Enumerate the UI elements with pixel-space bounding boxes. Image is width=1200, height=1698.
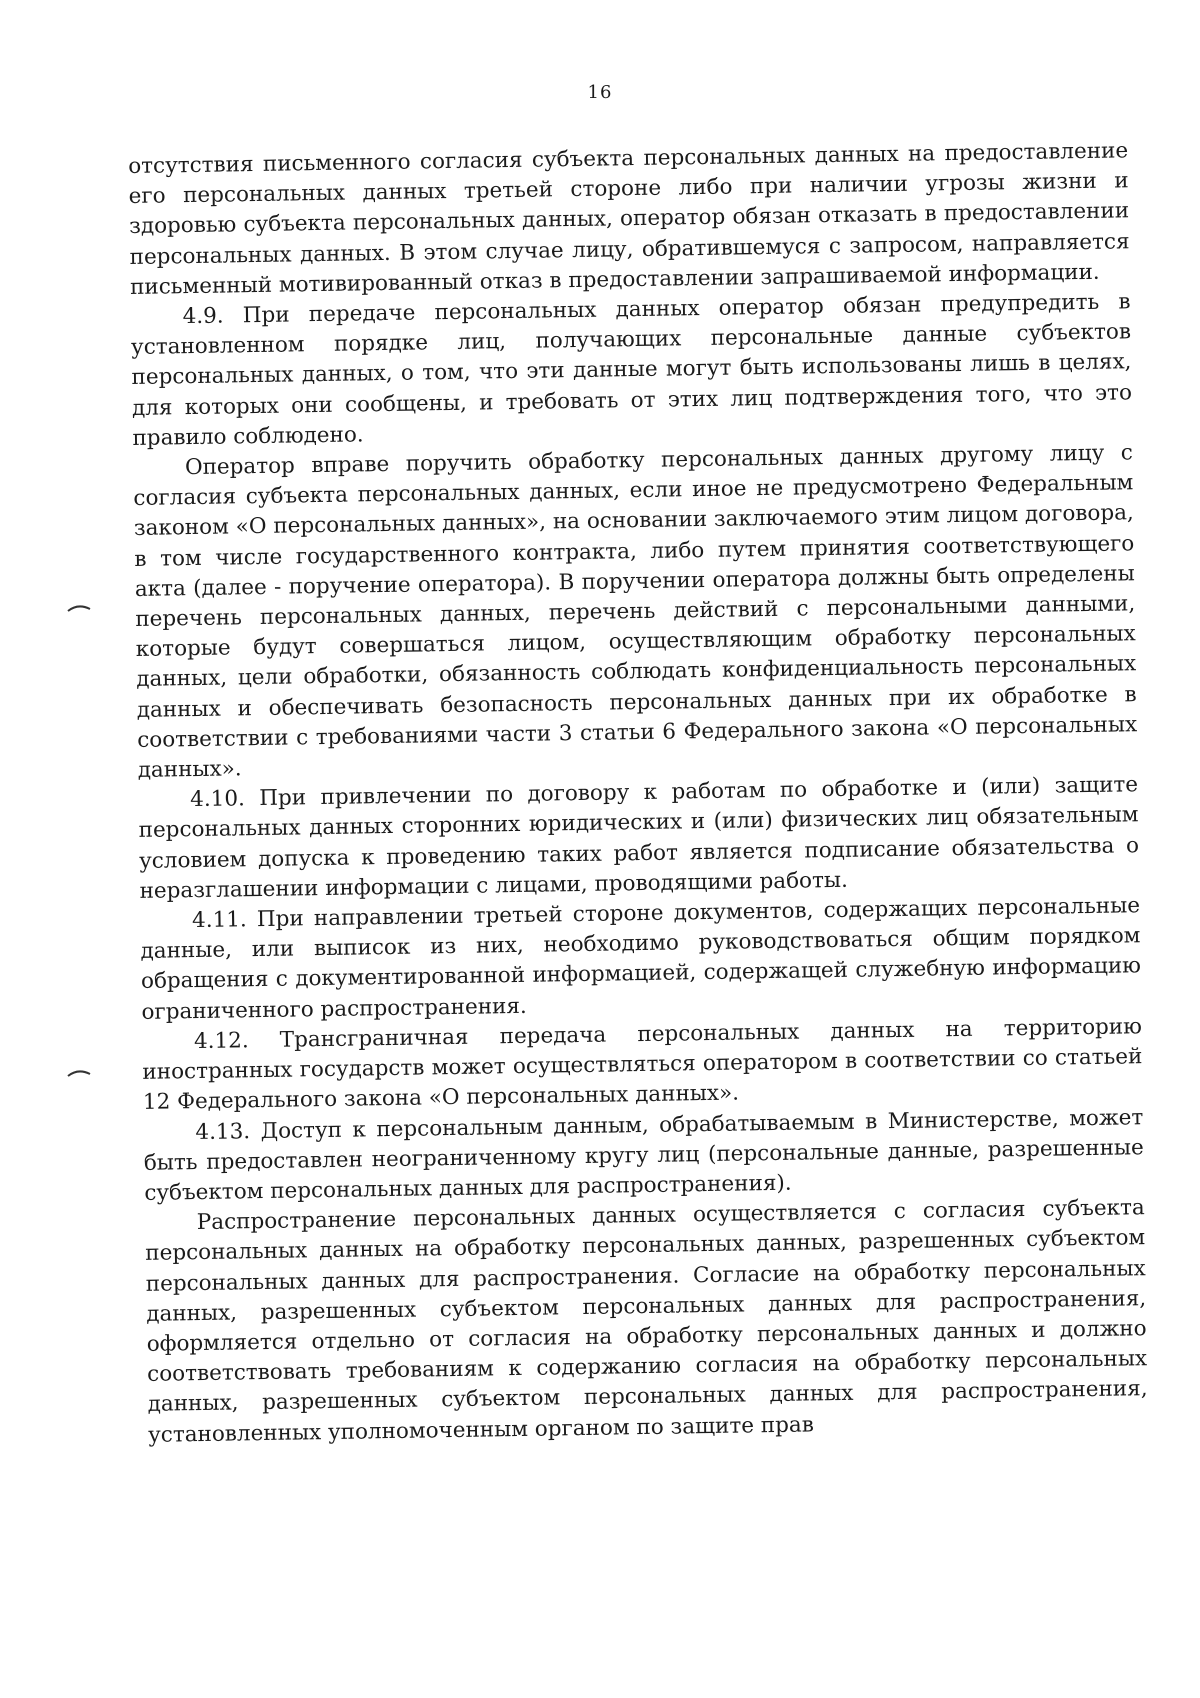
paragraph-4-10: 4.10. При привлечении по договору к работам по обработке и (или) защите персональных данных сторонних юридических и (или) физических лиц обязательным условием допуска к проведению таких работ является подписание обязательства о неразглашении информации с лицами, проводящими работы. xyxy=(138,772,1140,904)
paragraph-continuation: отсутствия письменного согласия субъекта персональных данных на предоставление его персональных данных третьей стороне либо при наличии угрозы жизни и здоровью субъекта персональных данных, оператор обязан отказать в предоставлении персональных данных. В этом случае лицу, обратившемуся с запросом, направляется письменный мотивированный отказ в предоставлении запрашиваемой информации. xyxy=(128,138,1130,300)
paragraph-4-9: 4.9. При передаче персональных данных оператор обязан предупредить в установленном порядке лиц, получающих персональные данные субъектов персональных данных, о том, что эти данные могут быть использованы лишь в целях, для которых они сообщены, и требовать от этих лиц подтверждения того, что это правило соблюдено. xyxy=(130,289,1133,451)
paragraph-4-12: 4.12. Трансграничная передача персональных данных на территорию иностранных государств может осуществляться оператором в соответствии со статьей 12 Федерального закона «О персональных данных». xyxy=(142,1014,1143,1116)
paragraph-4-11: 4.11. При направлении третьей стороне документов, содержащих персональные данные, или выписок из них, необходимо руководствоваться общим порядком обращения с документированной информацией, содержащей служебную информацию ограниченного распространения. xyxy=(140,893,1142,1025)
margin-bracket-mark-icon xyxy=(66,1068,92,1078)
paragraph-operator-assignment: Оператор вправе поручить обработку персональных данных другому лицу с согласия субъекта персональных данных, если иное не предусмотрено Федеральным законом «О персональных данных», на основании заключаемого этим лицом договора, в том числе государственного контракта, либо путем принятия соответствующего акта (далее - поручение оператора). В поручении оператора должны быть определены перечень персональных данных, перечень действий с персональными данными, которые будут совершаться лицом, осуществляющим обработку персональных данных, цели обработки, обязанность соблюдать конфиденциальность персональных данных и обеспечивать безопасность персональных данных при их обработке в соответствии с требованиями части 3 статьи 6 Федерального закона «О персональных данных». xyxy=(133,440,1138,783)
document-text-body xyxy=(128,136,1148,1450)
paragraph-4-13: 4.13. Доступ к персональным данным, обрабатываемым в Министерстве, может быть предоставлен неограниченному кругу лиц (персональные данные, разрешенные субъектом персональных данных для распространения). xyxy=(143,1104,1144,1206)
page-number: 16 xyxy=(587,82,613,103)
paragraph-distribution: Распространение персональных данных осуществляется с согласия субъекта персональных данных на обработку персональных данных, разрешенных субъектом персональных данных для распространения. Согласие на обработку персональных данных, разрешенных субъектом персональных данных для распространения, оформляется отдельно от согласия на обработку персональных данных и должно соответствовать требованиям к содержанию согласия на обработку персональных данных, разрешенных субъектом персональных данных для распространения, установленных уполномоченным органом по защите прав xyxy=(145,1195,1148,1448)
margin-bracket-mark-icon xyxy=(66,603,92,613)
